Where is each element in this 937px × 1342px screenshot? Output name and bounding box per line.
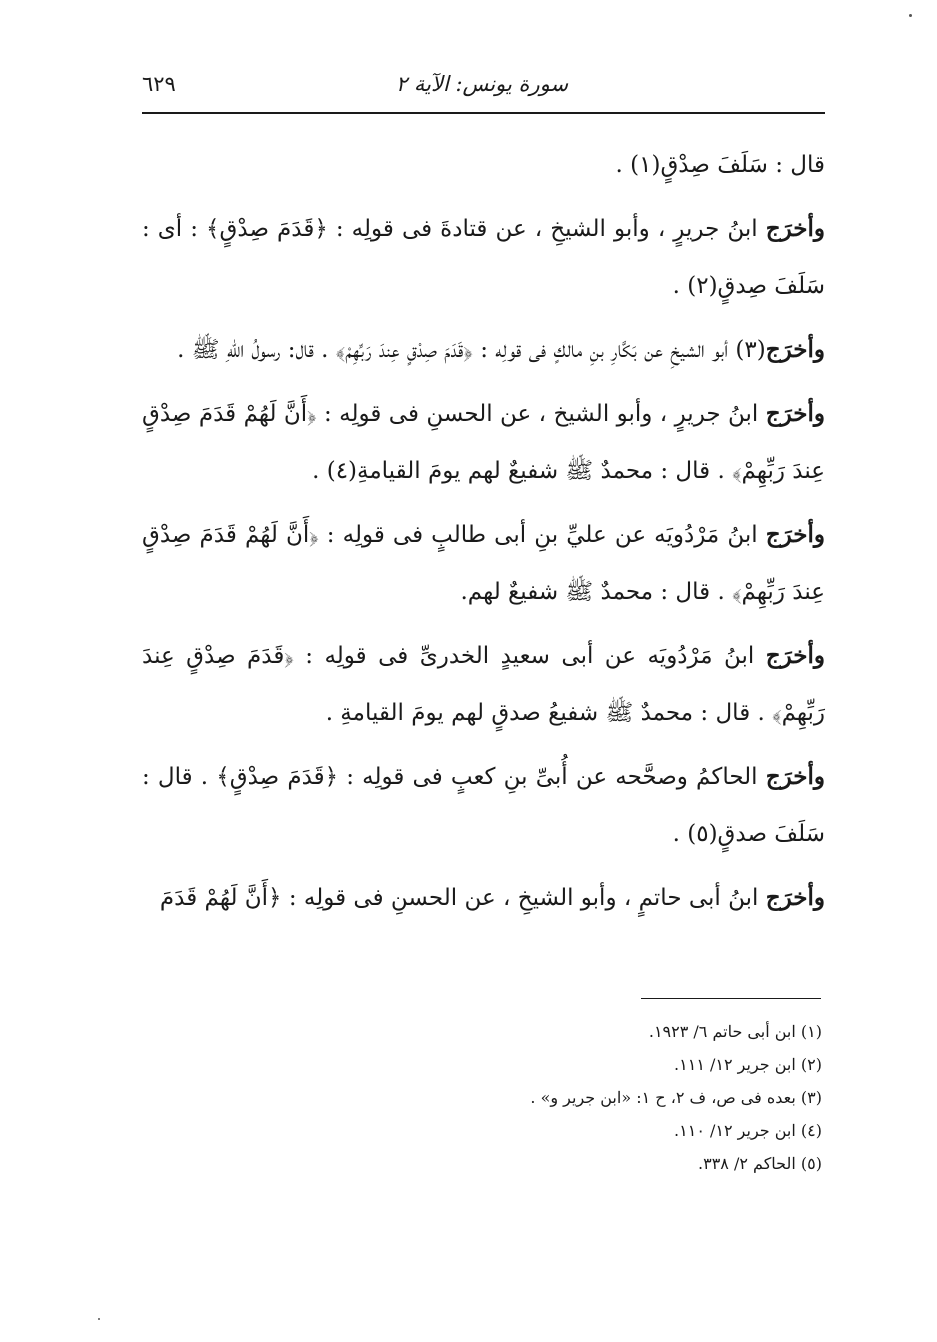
paragraph-7 — [142, 748, 825, 863]
paragraph-lead: وأخرَج — [765, 884, 825, 911]
footnote-1: (١) ابن أبى حاتم ٦/ ١٩٢٣. — [648, 1022, 822, 1041]
footnote-rule — [641, 998, 821, 999]
paragraph-8 — [142, 869, 825, 927]
main-text — [142, 136, 825, 927]
paragraph-lead: وأخرَج — [765, 642, 825, 669]
paragraph-lead: وأخرَج — [765, 521, 825, 548]
footnote-4: (٤) ابن جرير ١٢/ ١١٠. — [674, 1121, 822, 1140]
paragraph-text: ابنُ أبى حاتمٍ ، وأبو الشيخِ ، عن الحسنِ فى قولِه : ﴿أَنَّ لَهُمْ قَدَمَ — [159, 885, 766, 911]
header-rule — [142, 112, 825, 114]
paragraph-2 — [142, 200, 825, 315]
scan-speck — [98, 1318, 100, 1320]
paragraph-text: (٣) أبو الشيخِ عن بَكَّارِ بنِ مالكٍ فى قولِه : ﴿قَدَمَ صِدْقٍ عِندَ رَبِّهِمْ﴾ . قال: رسولُ اللهِ ﷺ . — [177, 337, 766, 363]
paragraph-text: ابنُ جريرٍ ، وأبو الشيخ ، عن الحسنِ فى قولِه : ﴿أَنَّ لَهُمْ قَدَمَ صِدْقٍ عِندَ رَبِّهِمْ﴾ . قال : محمدٌ ﷺ شفيعٌ لهم يومَ القيامةِ(٤) . — [142, 401, 825, 484]
paragraph-text: ابنُ مَرْدُويَه عن أبى سعيدٍ الخدرىِّ فى قولِه : ﴿قَدَمَ صِدْقٍ عِندَ رَبِّهِمْ﴾ . قال : محمدٌ ﷺ شفيعُ صدقٍ لهم يومَ القيامةِ . — [142, 643, 825, 726]
scan-speck — [909, 14, 912, 17]
header-title: سورة يونس: الآية ٢ — [395, 72, 569, 96]
paragraph-text: الحاكمُ وصحَّحه عن أُبىِّ بنِ كعبٍ فى قولِه : ﴿قَدَمَ صِدْقٍ﴾ . قال : سَلَفَ صدقٍ(٥) . — [142, 764, 825, 847]
paragraph-3 — [142, 321, 825, 379]
footnote-2: (٢) ابن جرير ١٢/ ١١١. — [674, 1055, 822, 1074]
paragraph-text: ابنُ مَرْدُويَه عن عليِّ بنِ أبى طالبٍ فى قولِه : ﴿أَنَّ لَهُمْ قَدَمَ صِدْقٍ عِندَ رَبِّهِمْ﴾ . قال : محمدٌ ﷺ شفيعٌ لهم. — [142, 522, 825, 605]
paragraph-text: قال : سَلَفَ صِدْقٍ(١) . — [615, 152, 825, 178]
paragraph-lead: وأخرَج — [765, 763, 825, 790]
paragraph-4 — [142, 385, 825, 500]
paragraph-lead: وأخرَج — [765, 215, 825, 242]
paragraph-6 — [142, 627, 825, 742]
footnote-3: (٣) بعده فى ص، ف ٢، ح ١: «ابن جرير و» . — [530, 1088, 822, 1107]
paragraph-1 — [142, 136, 825, 194]
footnote-5: (٥) الحاكم ٢/ ٣٣٨. — [698, 1154, 822, 1173]
running-header — [142, 62, 822, 106]
paragraph-5 — [142, 506, 825, 621]
paragraph-text: ابنُ جريرٍ ، وأبو الشيخِ ، عن قتادةَ فى قولِه : ﴿قَدَمَ صِدْقٍ﴾ : أى : سَلَفَ صِدقٍ(٢) . — [142, 216, 825, 299]
page-number: ٦٢٩ — [142, 72, 176, 96]
paragraph-lead: وأخرَج — [765, 336, 825, 363]
footnotes — [300, 1015, 822, 1180]
paragraph-lead: وأخرَج — [765, 400, 825, 427]
